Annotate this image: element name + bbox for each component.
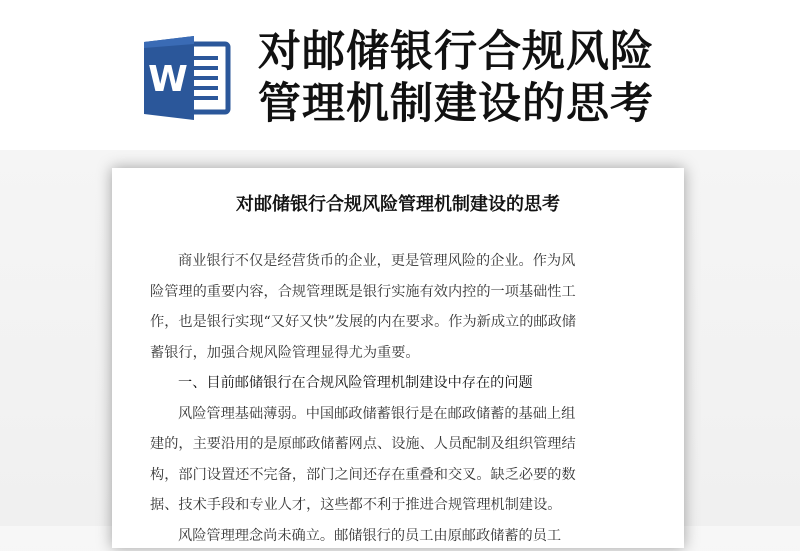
paragraph-line: 险管理的重要内容，合规管理既是银行实施有效内控的一项基础性工 [150, 277, 662, 308]
banner-title-line-1: 对邮储银行合规风险 [258, 26, 778, 78]
paragraph-line: 建的，主要沿用的是原邮政储蓄网点、设施、人员配制及组织管理结 [150, 429, 662, 460]
banner-title-line-2: 管理机制建设的思考 [258, 78, 778, 130]
section-heading: 一、目前邮储银行在合规风险管理机制建设中存在的问题 [150, 368, 662, 399]
banner-header [0, 0, 800, 150]
paragraph-line: 风险管理基础薄弱。中国邮政储蓄银行是在邮政储蓄的基础上组 [150, 399, 662, 430]
paragraph-line: 构，部门设置还不完备，部门之间还存在重叠和交叉。缺乏必要的数 [150, 460, 662, 491]
document-page [112, 168, 684, 548]
document-body [150, 246, 662, 551]
paragraph-line: 据、技术手段和专业人才，这些都不利于推进合规管理机制建设。 [150, 490, 662, 521]
banner-title [258, 26, 778, 130]
word-document-icon [140, 36, 232, 120]
paragraph-line: 风险管理理念尚未确立。邮储银行的员工由原邮政储蓄的员工 [150, 521, 662, 551]
paragraph-line: 蓄银行，加强合规风险管理显得尤为重要。 [150, 338, 662, 369]
logo-letter: W [148, 59, 188, 100]
paragraph-line: 商业银行不仅是经营货币的企业，更是管理风险的企业。作为风 [150, 246, 662, 277]
paragraph-line: 作，也是银行实现“又好又快”发展的内在要求。作为新成立的邮政储 [150, 307, 662, 338]
document-title: 对邮储银行合规风险管理机制建设的思考 [112, 190, 684, 216]
